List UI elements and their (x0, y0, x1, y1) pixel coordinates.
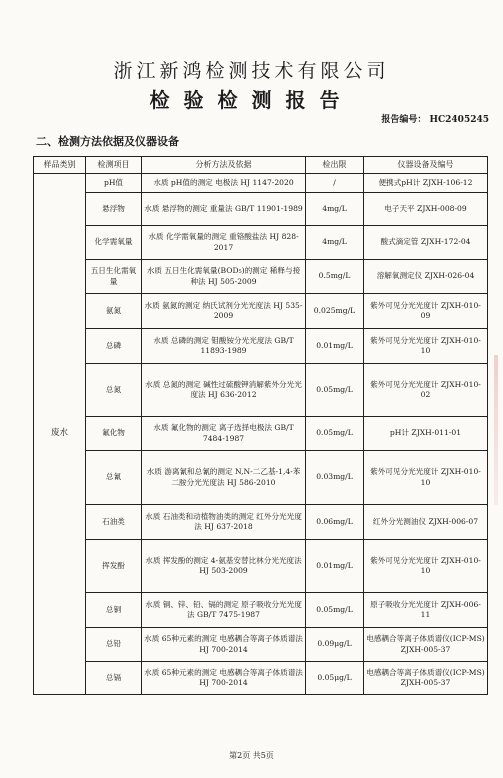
header-test-item: 检测项目 (86, 157, 142, 174)
method-cell: 水质 总磷的测定 钼酸铵分光光度法 GB/T 11893-1989 (142, 329, 306, 364)
test-item-cell: 五日生化需氧量 (86, 260, 142, 294)
header-equipment: 仪器设备及编号 (364, 157, 488, 174)
detection-limit-cell: 0.06mg/L (306, 505, 364, 540)
equipment-cell: 紫外可见分光光度计 ZJXH-010-02 (364, 364, 488, 417)
table-row (34, 226, 488, 260)
detection-limit-cell: 0.5mg/L (306, 260, 364, 294)
method-cell: 水质 化学需氧量的测定 重铬酸盐法 HJ 828-2017 (142, 226, 306, 260)
table-row (34, 260, 488, 294)
test-item-cell: 总镉 (86, 662, 142, 695)
detection-limit-cell: 0.05mg/L (306, 417, 364, 451)
detection-limit-cell: 4mg/L (306, 226, 364, 260)
header-sample-category: 样品类别 (34, 157, 86, 174)
method-cell: 水质 氟化物的测定 离子选择电极法 GB/T 7484-1987 (142, 417, 306, 451)
table-row (34, 451, 488, 505)
test-item-cell: 氨氮 (86, 294, 142, 329)
method-cell: 水质 铜、锌、铅、镉的测定 原子吸收分光光度法 GB/T 7475-1987 (142, 593, 306, 628)
report-title: 检验检测报告 (149, 88, 354, 112)
report-number: 报告编号： HC2405245 (381, 115, 489, 125)
table-row (34, 329, 488, 364)
test-item-cell: 总氰 (86, 451, 142, 505)
equipment-cell: pH计 ZJXH-011-01 (364, 417, 488, 451)
section-title: 二、检测方法依据及仪器设备 (36, 135, 179, 148)
equipment-cell: 紫外可见分光光度计 ZJXH-010-09 (364, 294, 488, 329)
table-row (34, 294, 488, 329)
method-cell: 水质 pH值的测定 电极法 HJ 1147-2020 (142, 174, 306, 193)
table-row (34, 174, 488, 193)
detection-limit-cell: 0.025mg/L (306, 294, 364, 329)
detection-limit-cell: 0.05mg/L (306, 593, 364, 628)
equipment-cell: 溶解氧测定仪 ZJXH-026-04 (364, 260, 488, 294)
method-cell: 水质 65种元素的测定 电感耦合等离子体质谱法 HJ 700-2014 (142, 628, 306, 662)
detection-limit-cell: 4mg/L (306, 193, 364, 226)
method-cell: 水质 五日生化需氧量(BOD₅)的测定 稀释与接种法 HJ 505-2009 (142, 260, 306, 294)
detection-limit-cell: 0.05mg/L (306, 364, 364, 417)
table-row (34, 193, 488, 226)
company-name: 浙江新鸿检测技术有限公司 (113, 60, 390, 82)
equipment-cell: 紫外可见分光光度计 ZJXH-010-10 (364, 540, 488, 593)
test-item-cell: 石油类 (86, 505, 142, 540)
table-row (34, 505, 488, 540)
methods-table (33, 156, 488, 695)
detection-limit-cell: 0.05μg/L (306, 662, 364, 695)
stamp-edge-mark (494, 355, 498, 505)
table-row (34, 540, 488, 593)
table-row (34, 628, 488, 662)
detection-limit-cell: 0.01mg/L (306, 540, 364, 593)
method-cell: 水质 65种元素的测定 电感耦合等离子体质谱法 HJ 700-2014 (142, 662, 306, 695)
method-cell: 水质 石油类和动植物油类的测定 红外分光光度法 HJ 637-2018 (142, 505, 306, 540)
method-cell: 水质 总氮的测定 碱性过硫酸钾消解紫外分光光度法 HJ 636-2012 (142, 364, 306, 417)
equipment-cell: 电子天平 ZJXH-008-09 (364, 193, 488, 226)
test-item-cell: 化学需氧量 (86, 226, 142, 260)
test-item-cell: 总铅 (86, 628, 142, 662)
header-method: 分析方法及依据 (142, 157, 306, 174)
equipment-cell: 电感耦合等离子体质谱仪(ICP-MS) ZJXH-005-37 (364, 628, 488, 662)
detection-limit-cell: 0.01mg/L (306, 329, 364, 364)
detection-limit-cell: / (306, 174, 364, 193)
page-footer: 第2页 共5页 (229, 751, 274, 760)
method-cell: 水质 挥发酚的测定 4-氨基安替比林分光光度法 HJ 503-2009 (142, 540, 306, 593)
equipment-cell: 紫外可见分光光度计 ZJXH-010-10 (364, 451, 488, 505)
method-cell: 水质 悬浮物的测定 重量法 GB/T 11901-1989 (142, 193, 306, 226)
table-row (34, 417, 488, 451)
test-item-cell: 氟化物 (86, 417, 142, 451)
header-detection-limit: 检出限 (306, 157, 364, 174)
table-row (34, 593, 488, 628)
test-item-cell: 悬浮物 (86, 193, 142, 226)
test-item-cell: 总磷 (86, 329, 142, 364)
detection-limit-cell: 0.09μg/L (306, 628, 364, 662)
method-cell: 水质 游离氰和总氰的测定 N,N-二乙基-1,4-苯二胺分光光度法 HJ 586-2010 (142, 451, 306, 505)
method-cell: 水质 氨氮的测定 纳氏试剂分光光度法 HJ 535-2009 (142, 294, 306, 329)
detection-limit-cell: 0.03mg/L (306, 451, 364, 505)
test-item-cell: 挥发酚 (86, 540, 142, 593)
equipment-cell: 原子吸收分光光度计 ZJXH-006-11 (364, 593, 488, 628)
test-item-cell: pH值 (86, 174, 142, 193)
table-row (34, 364, 488, 417)
test-item-cell: 总铜 (86, 593, 142, 628)
equipment-cell: 酸式滴定管 ZJXH-172-04 (364, 226, 488, 260)
table-header-row (34, 157, 488, 174)
sample-category-cell: 废水 (34, 174, 86, 695)
equipment-cell: 便携式pH计 ZJXH-106-12 (364, 174, 488, 193)
equipment-cell: 电感耦合等离子体质谱仪(ICP-MS) ZJXH-005-37 (364, 662, 488, 695)
test-item-cell: 总氮 (86, 364, 142, 417)
equipment-cell: 红外分光测油仪 ZJXH-006-07 (364, 505, 488, 540)
table-row (34, 662, 488, 695)
equipment-cell: 紫外可见分光光度计 ZJXH-010-10 (364, 329, 488, 364)
